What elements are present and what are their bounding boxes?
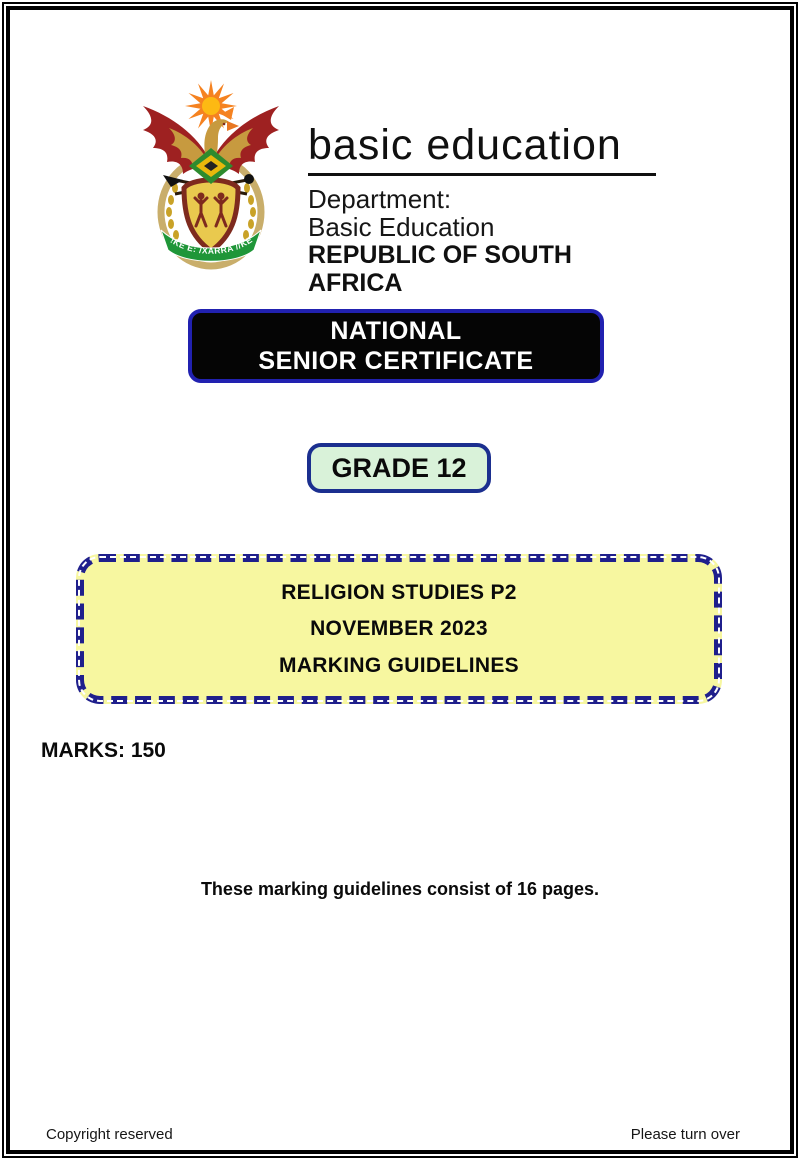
pages-note: These marking guidelines consist of 16 pages. [200,879,600,899]
exam-doc-type: MARKING GUIDELINES [279,653,519,677]
coat-of-arms-icon [141,80,281,270]
exam-session: NOVEMBER 2023 [310,617,488,640]
turn-over-note: Please turn over [630,1126,740,1143]
department-line1: Department: [308,184,452,214]
page-content [10,10,790,1150]
brand-title: basic education [308,121,622,169]
marks-label: MARKS: 150 [41,739,166,762]
page-border-inner [6,6,794,1154]
motto-text: !KE E: /XARRA //KE [168,234,255,256]
exam-title-box [76,554,722,704]
certificate-banner-line2: SENIOR CERTIFICATE [258,347,534,375]
page-footer [46,1126,740,1143]
page-border-outer [2,2,798,1158]
header-text-block [308,122,670,297]
copyright-note: Copyright reserved [46,1126,173,1143]
grade-badge: GRADE 12 [307,443,491,493]
certificate-banner-line1: NATIONAL [330,317,462,345]
department-line2: Basic Education [308,212,495,242]
certificate-banner [188,309,604,383]
exam-subject: RELIGION STUDIES P2 [281,580,517,604]
country-line: REPUBLIC OF SOUTH AFRICA [308,241,572,297]
shield [184,180,238,251]
brand-underline [308,173,656,176]
